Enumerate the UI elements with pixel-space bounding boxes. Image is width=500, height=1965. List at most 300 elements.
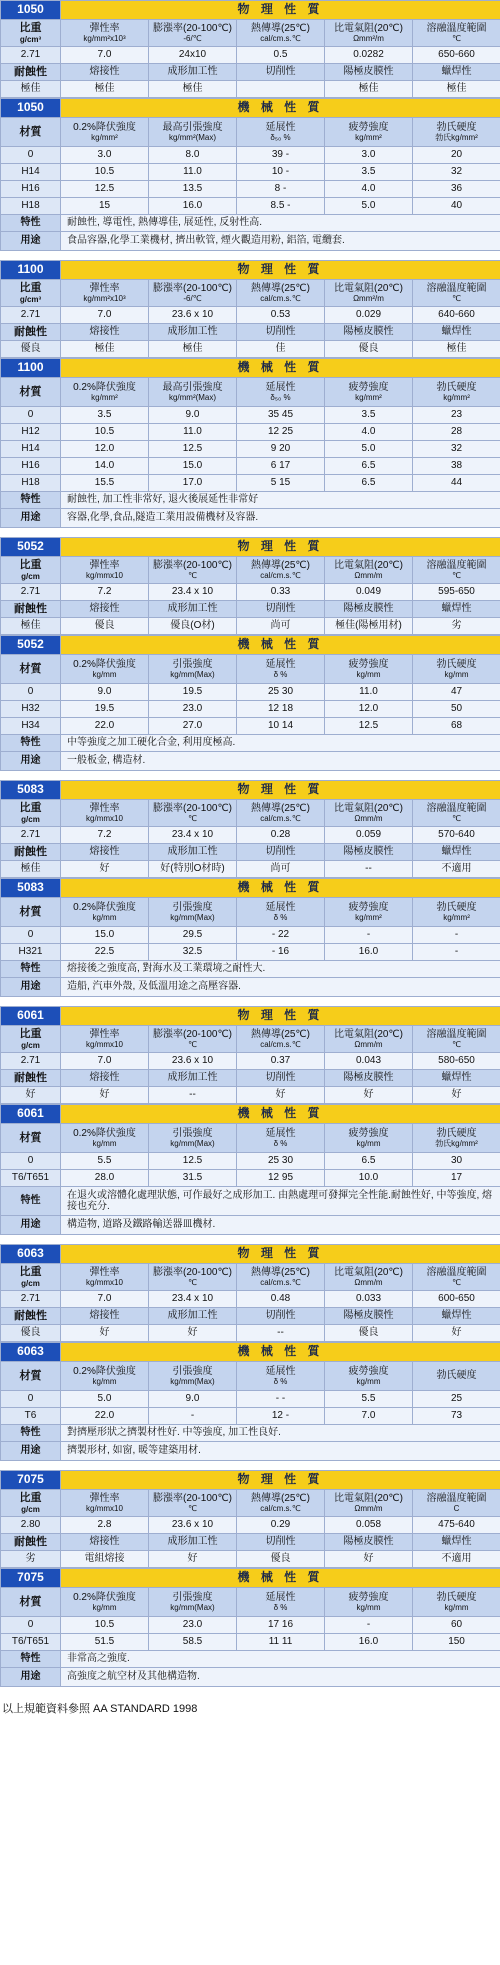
rating-header: 陽極皮膜性 [325,64,413,81]
physical-header-line1: 比電氣阻(20℃) [333,1028,403,1040]
corrosion-value: 好 [1,1087,61,1104]
mechanical-header-line1: 疲勞強度 [348,1365,389,1377]
rating-header: 熔接性 [61,64,149,81]
mechanical-header-line1: 0.2%降伏強度 [73,381,136,393]
mechanical-header-line2: kg/mm [92,670,117,680]
mechanical-value: 11 11 [237,1634,325,1651]
density-header [1,1490,61,1517]
mechanical-value: 40 [413,198,500,215]
mechanical-value: 8 - [237,181,325,198]
mechanical-header [61,378,149,407]
physical-header [61,280,149,307]
physical-header [237,280,325,307]
density-header-line1: 比重 [19,282,42,295]
mechanical-header-line2: kg/mm [444,1603,469,1613]
mechanical-properties-table [0,1104,500,1235]
physical-value: 23.4 x 10 [149,1291,237,1308]
temper-value: 0 [1,927,61,944]
uses-label: 用途 [1,1216,61,1235]
mechanical-value: 23.0 [149,701,237,718]
physical-header-line2: cal/cm.s.℃ [260,1040,301,1050]
corrosion-header: 耐蝕性 [1,844,61,861]
alloy-id: 5083 [1,879,61,898]
mechanical-header-line2: kg/mm²(Max) [168,393,217,403]
physical-header [61,557,149,584]
rating-value: 好 [237,1087,325,1104]
features-text: 中等強度之加工硬化合金, 利用度極高. [61,735,500,752]
mechanical-value: 35 45 [237,407,325,424]
mechanical-value: 51.5 [61,1634,149,1651]
rating-header: 成形加工性 [149,64,237,81]
physical-header-line1: 比電氣阻(20℃) [333,22,403,34]
density-header-line1: 比重 [19,1266,42,1279]
physical-value: 2.8 [61,1517,149,1534]
physical-header [149,1264,237,1291]
rating-header: 切削性 [237,1070,325,1087]
mechanical-header [237,118,325,147]
mechanical-header-line2: kg/mm [444,670,469,680]
physical-header [325,1490,413,1517]
mechanical-header-line1: 延展性 [265,121,296,133]
mechanical-header-line2: δ₅₀ % [270,393,291,403]
physical-header [61,1490,149,1517]
mechanical-header [61,118,149,147]
physical-header-line2: ℃ [452,294,462,304]
table-row [1,475,500,492]
mechanical-value: 6.5 [325,475,413,492]
mechanical-value: 44 [413,475,500,492]
temper-value: 0 [1,407,61,424]
mechanical-header-line1: 延展性 [265,1127,296,1139]
mechanical-value: 30 [413,1153,500,1170]
rating-header: 陽極皮膜性 [325,324,413,341]
mechanical-value: 3.5 [325,164,413,181]
rating-header: 熔接性 [61,1534,149,1551]
physical-header [149,1026,237,1053]
temper-header: 材質 [1,1588,61,1617]
rating-value: 極佳(陽極用材) [325,618,413,635]
mechanical-value: 16.0 [149,198,237,215]
mechanical-header-line1: 勃氏硬度 [436,1127,477,1139]
table-row [1,1153,500,1170]
features-label: 特性 [1,961,61,978]
mechanical-value: 5.0 [325,441,413,458]
mechanical-value: 47 [413,684,500,701]
mechanical-header-line1: 0.2%降伏強度 [73,658,136,670]
alloy-section [0,260,500,528]
mechanical-header [61,1362,149,1391]
physical-title: 物 理 性 質 [61,1007,500,1026]
table-row [1,701,500,718]
mechanical-value: - [149,1408,237,1425]
mechanical-header-line1: 0.2%降伏強度 [73,121,136,133]
corrosion-value: 極佳 [1,618,61,635]
rating-header: 熔接性 [61,601,149,618]
corrosion-value: 優良 [1,341,61,358]
density-header [1,1026,61,1053]
mechanical-properties-table [0,635,500,771]
physical-header-line2: Ωmm/m [354,1040,383,1050]
mechanical-header [149,1124,237,1153]
physical-header [237,557,325,584]
rating-value: -- [237,1325,325,1342]
table-row [1,1170,500,1187]
mechanical-value: 10.0 [325,1170,413,1187]
mechanical-value: 6.5 [325,458,413,475]
density-header-line1: 比重 [19,559,42,572]
physical-value: 570-640 [413,827,500,844]
physical-header [413,1264,500,1291]
mechanical-value: 28 [413,424,500,441]
mechanical-header-line2: kg/mm² [355,133,382,143]
physical-header-line2: ℃ [452,1040,462,1050]
mechanical-header-line2: kg/mm(Max) [170,670,215,680]
mechanical-value: 12 - [237,1408,325,1425]
mechanical-value: 22.0 [61,1408,149,1425]
mechanical-header-line2: kg/mm² [443,913,470,923]
table-row [1,441,500,458]
mechanical-header [413,118,500,147]
physical-value: 7.0 [61,1291,149,1308]
physical-title: 物 理 性 質 [61,538,500,557]
table-row [1,944,500,961]
physical-properties-table [0,1244,500,1342]
temper-value: H14 [1,441,61,458]
rating-value: 極佳 [149,341,237,358]
physical-header-line1: 溶融溫度範圍 [426,1266,487,1278]
physical-header-line2: ℃ [188,1040,197,1050]
mechanical-value: 9 20 [237,441,325,458]
mechanical-header [413,898,500,927]
mechanical-value: 11.0 [149,164,237,181]
rating-header: 陽極皮膜性 [325,601,413,618]
physical-header [149,20,237,47]
physical-value: 23.6 x 10 [149,1517,237,1534]
physical-header-line2: Ωmm/m [354,814,383,824]
mechanical-header [325,655,413,684]
rating-header: 蠟焊性 [413,64,500,81]
mechanical-header-line1: 引張強度 [172,1365,213,1377]
temper-value: H18 [1,198,61,215]
density-header-line2: g/cm [21,571,40,581]
mechanical-value: 12 18 [237,701,325,718]
alloy-section [0,0,500,251]
mechanical-value: 3.5 [61,407,149,424]
physical-header-line1: 溶融溫度範圍 [426,282,487,294]
mechanical-value: 17.0 [149,475,237,492]
temper-value: H34 [1,718,61,735]
rating-value: 優良 [237,1551,325,1568]
physical-header [413,557,500,584]
mechanical-header [237,898,325,927]
mechanical-value: 3.0 [325,147,413,164]
mechanical-value: 50 [413,701,500,718]
physical-value: 580-650 [413,1053,500,1070]
mechanical-header [237,1588,325,1617]
physical-header-line2: Ωmm/m [354,1504,383,1514]
physical-value: 0.058 [325,1517,413,1534]
physical-value: 7.2 [61,584,149,601]
mechanical-header-line2: kg/mm² [355,393,382,403]
density-header-line1: 比重 [19,22,42,35]
mechanical-header-line2: kg/mm [356,670,381,680]
mechanical-value: 60 [413,1617,500,1634]
features-label: 特性 [1,1187,61,1216]
rating-header: 切削性 [237,64,325,81]
rating-header: 切削性 [237,844,325,861]
density-value: 2.71 [1,584,61,601]
mechanical-value: 10.5 [61,164,149,181]
rating-header: 蠟焊性 [413,1534,500,1551]
mechanical-header [61,898,149,927]
rating-header: 成形加工性 [149,844,237,861]
alloy-id: 5083 [1,781,61,800]
mechanical-header [61,1588,149,1617]
features-text: 在退火或溶體化處理狀態, 可作最好之成形加工. 由熱處理可發揮完全性能.耐蝕性好, 中等強度, 熔接也充分. [61,1187,500,1216]
mechanical-header-line1: 勃氏硬度 [436,658,477,670]
features-text: 耐蝕性, 導電性, 熱傳導佳, 展延性, 反射性高. [61,215,500,232]
uses-label: 用途 [1,752,61,771]
temper-value: H18 [1,475,61,492]
mechanical-value: 15.0 [149,458,237,475]
mechanical-value: 27.0 [149,718,237,735]
physical-value: 595-650 [413,584,500,601]
rating-value: 尚可 [237,861,325,878]
temper-value: 0 [1,1153,61,1170]
features-text: 非常高之強度. [61,1651,500,1668]
physical-value: 0.37 [237,1053,325,1070]
physical-header [325,800,413,827]
table-row [1,718,500,735]
mechanical-value: 14.0 [61,458,149,475]
rating-header: 陽極皮膜性 [325,1534,413,1551]
physical-header-line1: 溶融溫度範圍 [426,22,487,34]
mechanical-properties-table [0,358,500,528]
mechanical-header-line2: 勃氏kg/mm² [435,1139,478,1149]
mechanical-value: - [413,927,500,944]
mechanical-header-line1: 0.2%降伏強度 [73,1365,136,1377]
mechanical-value: 4.0 [325,181,413,198]
rating-header: 成形加工性 [149,601,237,618]
mechanical-value: 12.5 [149,441,237,458]
rating-value: 優良 [61,618,149,635]
mechanical-value: 12 25 [237,424,325,441]
table-row [1,458,500,475]
mechanical-value: 9.0 [149,1391,237,1408]
physical-value: 0.043 [325,1053,413,1070]
physical-header-line2: -6/℃ [183,294,202,304]
mechanical-value: 12.5 [149,1153,237,1170]
rating-value: 好 [61,1087,149,1104]
mechanical-header-line2: δ % [273,1139,288,1149]
rating-value: 好 [61,1325,149,1342]
corrosion-header: 耐蝕性 [1,1308,61,1325]
mechanical-value: 9.0 [61,684,149,701]
physical-value: 600-650 [413,1291,500,1308]
mechanical-title: 機 械 性 質 [61,879,500,898]
mechanical-value: 5.0 [325,198,413,215]
temper-header: 材質 [1,378,61,407]
mechanical-header [325,378,413,407]
mechanical-properties-table [0,878,500,997]
density-value: 2.71 [1,47,61,64]
rating-value: 好 [325,1551,413,1568]
mechanical-header [325,898,413,927]
physical-header-line2: ℃ [188,814,197,824]
physical-properties-table [0,260,500,358]
rating-value: 極佳 [149,81,237,98]
mechanical-header-line1: 最高引張強度 [162,381,223,393]
mechanical-header [237,378,325,407]
mechanical-header [413,1124,500,1153]
physical-header [325,557,413,584]
mechanical-value: - - [237,1391,325,1408]
corrosion-value: 極佳 [1,81,61,98]
physical-value: 7.2 [61,827,149,844]
density-header-line2: g/cm [21,1504,40,1514]
rating-value: 好 [61,861,149,878]
mechanical-header-line1: 引張強度 [172,1591,213,1603]
corrosion-header: 耐蝕性 [1,324,61,341]
mechanical-header-line2: δ % [273,1603,288,1613]
rating-value: 極佳 [61,81,149,98]
physical-header [149,557,237,584]
density-header [1,20,61,47]
density-header-line1: 比重 [19,1028,42,1041]
rating-value: -- [149,1087,237,1104]
mechanical-header-line2: 勃氏kg/mm² [435,133,478,143]
mechanical-header-line2: kg/mm² [91,133,118,143]
physical-header-line2: ℃ [452,814,462,824]
physical-header-line1: 溶融溫度範圍 [426,1028,487,1040]
table-row [1,1391,500,1408]
physical-value: 0.029 [325,307,413,324]
physical-header-line1: 彈性率 [89,802,120,814]
physical-value: 23.6 x 10 [149,1053,237,1070]
rating-header: 陽極皮膜性 [325,1308,413,1325]
physical-properties-table [0,0,500,98]
mechanical-header-line2: kg/mm² [355,913,382,923]
features-label: 特性 [1,492,61,509]
physical-header-line2: kg/mmx10 [86,814,123,824]
physical-value: 7.0 [61,47,149,64]
rating-header: 成形加工性 [149,324,237,341]
temper-value: T6 [1,1408,61,1425]
corrosion-header: 耐蝕性 [1,64,61,81]
physical-header-line1: 膨漲率(20-100℃) [152,1492,233,1504]
uses-text: 高強度之航空材及其他構造物. [61,1668,500,1687]
mechanical-value: 11.0 [149,424,237,441]
table-row [1,147,500,164]
mechanical-header-line1: 疲勞強度 [348,121,389,133]
mechanical-value: 15.0 [61,927,149,944]
physical-header-line1: 熱傳導(25℃) [250,802,310,814]
rating-value: 極佳 [413,81,500,98]
corrosion-value: 優良 [1,1325,61,1342]
corrosion-header: 耐蝕性 [1,1070,61,1087]
rating-header: 切削性 [237,1534,325,1551]
physical-value: 0.28 [237,827,325,844]
physical-header-line1: 熱傳導(25℃) [250,1266,310,1278]
mechanical-value: 10.5 [61,424,149,441]
mechanical-value: 12 95 [237,1170,325,1187]
uses-text: 構造物, 道路及鐵路輸送器皿機材. [61,1216,500,1235]
physical-header-line2: ℃ [188,571,197,581]
physical-header-line2: kg/mmx10 [86,1278,123,1288]
features-label: 特性 [1,735,61,752]
physical-header [413,20,500,47]
physical-header-line2: -6/℃ [183,34,202,44]
rating-value: 佳 [237,341,325,358]
mechanical-header-line1: 延展性 [265,1365,296,1377]
mechanical-value: 36 [413,181,500,198]
physical-header-line2: cal/cm.s.℃ [260,294,301,304]
physical-header-line2: kg/mm²x10³ [83,34,126,44]
mechanical-value: - [325,1617,413,1634]
physical-header-line1: 膨漲率(20-100℃) [152,802,233,814]
mechanical-header [61,655,149,684]
rating-value: 好 [413,1087,500,1104]
mechanical-header [149,655,237,684]
physical-header-line1: 彈性率 [89,1266,120,1278]
mechanical-value: 19.5 [149,684,237,701]
rating-value: 極佳 [325,81,413,98]
physical-properties-table [0,1470,500,1568]
mechanical-value: 20 [413,147,500,164]
footer-note: 以上規範資料參照 AA STANDARD 1998 [2,1703,198,1715]
physical-value: 0.29 [237,1517,325,1534]
mechanical-header [413,1588,500,1617]
physical-header [149,800,237,827]
uses-label: 用途 [1,978,61,997]
mechanical-value: 32.5 [149,944,237,961]
mechanical-value: 17 [413,1170,500,1187]
physical-header-line1: 彈性率 [89,22,120,34]
mechanical-value: 15 [61,198,149,215]
mechanical-value: 28.0 [61,1170,149,1187]
mechanical-header-line1: 0.2%降伏強度 [73,1591,136,1603]
mechanical-header-line2: kg/mm² [91,393,118,403]
physical-properties-table [0,537,500,635]
mechanical-header-line1: 疲勞強度 [348,901,389,913]
mechanical-value: - [413,944,500,961]
mechanical-header [325,1124,413,1153]
physical-header [325,1026,413,1053]
mechanical-header [325,118,413,147]
physical-header-line1: 膨漲率(20-100℃) [152,559,233,571]
rating-value: 劣 [413,618,500,635]
mechanical-header-line1: 最高引張強度 [162,121,223,133]
physical-header-line1: 膨漲率(20-100℃) [152,1266,233,1278]
physical-header-line1: 膨漲率(20-100℃) [152,1028,233,1040]
physical-value: 0.5 [237,47,325,64]
physical-header-line1: 膨漲率(20-100℃) [152,22,233,34]
mechanical-value: 3.0 [61,147,149,164]
alloy-section [0,537,500,771]
physical-header-line1: 比電氣阻(20℃) [333,802,403,814]
mechanical-value: 5.5 [61,1153,149,1170]
mechanical-value: 58.5 [149,1634,237,1651]
density-header-line2: g/cm [21,814,40,824]
mechanical-header [61,1124,149,1153]
physical-value: 640-660 [413,307,500,324]
rating-header: 陽極皮膜性 [325,1070,413,1087]
physical-header [413,1026,500,1053]
rating-value: 好 [325,1087,413,1104]
physical-header-line1: 熱傳導(25℃) [250,22,310,34]
physical-properties-table [0,1006,500,1104]
mechanical-value: 16.0 [325,1634,413,1651]
